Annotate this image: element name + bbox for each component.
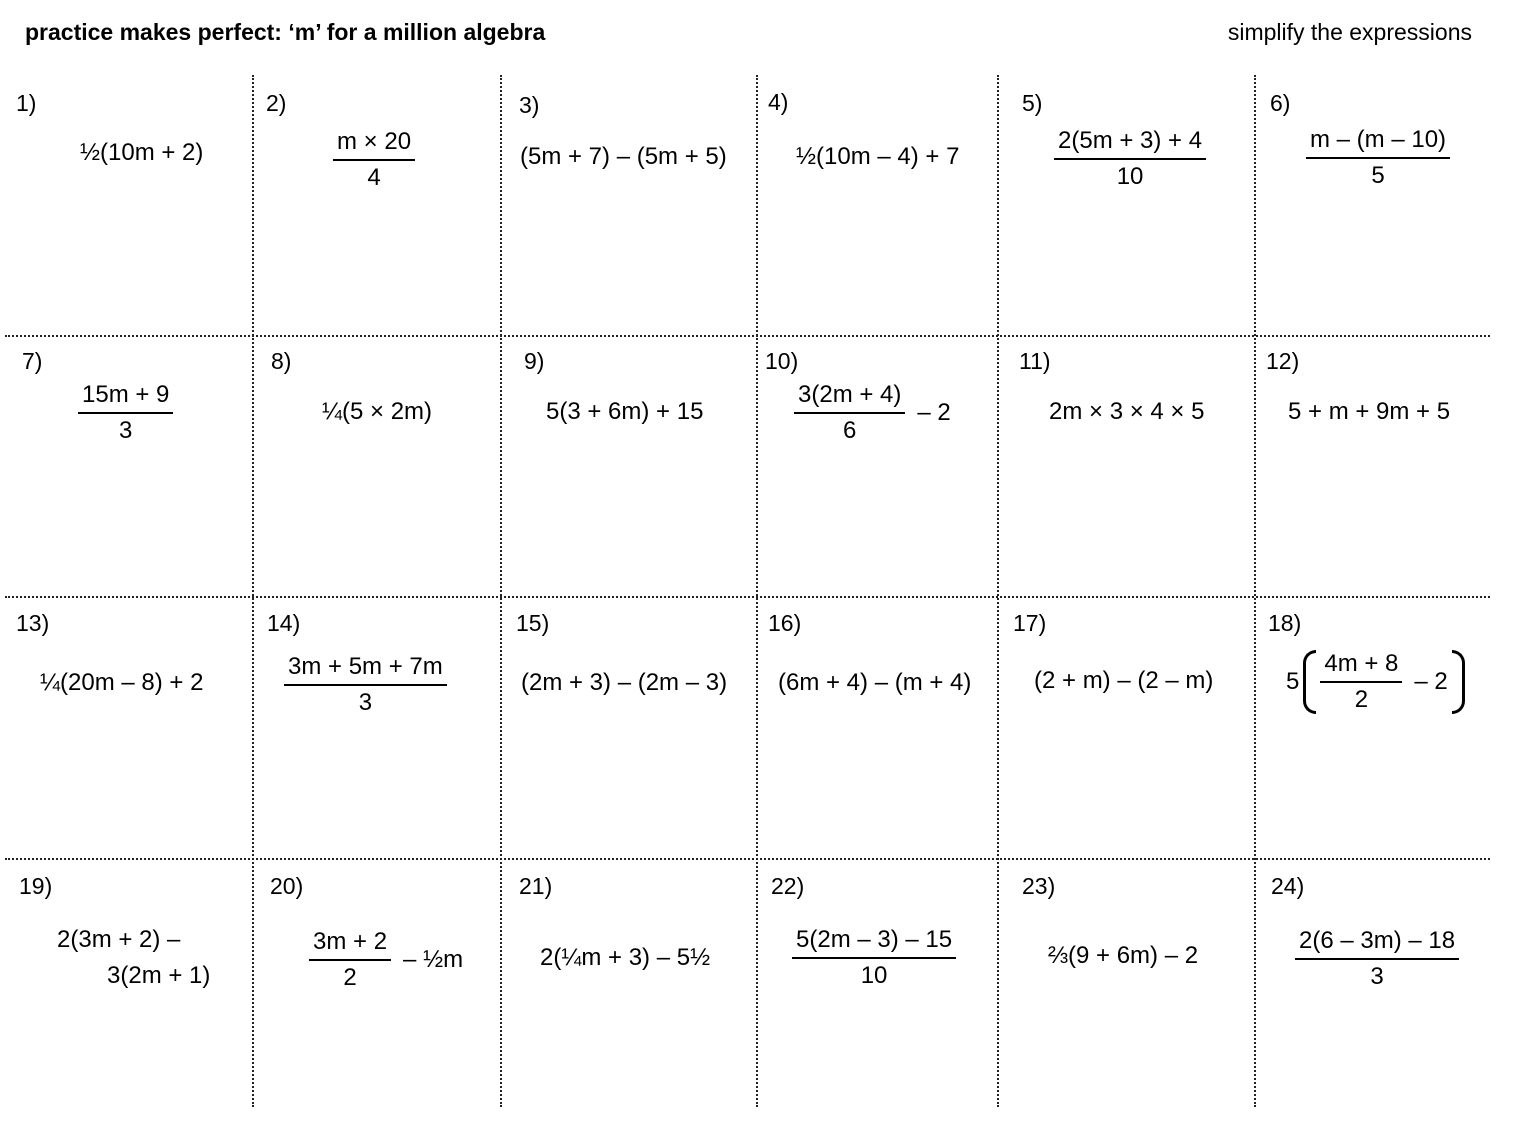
problem-number: 24) [1271,873,1305,899]
fraction [1054,127,1206,191]
problem-number: 14) [267,610,301,636]
grid-divider [997,75,999,1107]
problem-expression [1286,650,1469,714]
problem-expression: ⅔(9 + 6m) – 2 [1048,942,1199,969]
expression-tail: – ½m [403,946,464,973]
denominator: 2 [343,964,357,991]
denominator: 2 [1354,686,1369,713]
problem-expression: ¼(20m – 8) + 2 [40,669,204,696]
problem-number: 10) [765,348,799,374]
numerator: 2(6 – 3m) – 18 [1295,927,1459,960]
problem-expression: ¼(5 × 2m) [322,398,433,425]
problem-expression: 5(3 + 6m) + 15 [546,398,704,425]
problem-expression: (5m + 7) – (5m + 5) [520,143,727,170]
grid-divider [5,596,1490,598]
grid-divider [5,858,1490,860]
problem-number: 9) [524,348,545,374]
numerator: 3m + 2 [309,928,391,961]
expression-tail: – 2 [1414,668,1448,695]
fraction [333,128,415,192]
problem-number: 8) [271,348,292,374]
fraction [1306,126,1450,190]
worksheet-title: practice makes perfect: ‘m’ for a million algebra [25,19,546,45]
problem-expression [1295,927,1459,991]
denominator: 6 [843,417,857,444]
problem-number: 17) [1013,610,1047,636]
grid-divider [5,335,1490,337]
problem-number: 16) [768,610,802,636]
grid-divider [1254,75,1256,1107]
problem-expression [333,128,415,192]
numerator: 3(2m + 4) [794,381,905,414]
problem-expression [284,653,447,717]
fraction [794,381,905,445]
problem-expression [794,381,951,445]
problem-number: 11) [1019,348,1051,374]
problem-expression: (6m + 4) – (m + 4) [778,669,972,696]
denominator: 3 [119,417,133,444]
expression-line-1: 2(3m + 2) – [57,926,181,953]
problem-expression: (2 + m) – (2 – m) [1034,667,1214,694]
problem-number: 3) [519,92,540,118]
fraction [792,926,956,990]
problem-expression: 2m × 3 × 4 × 5 [1049,398,1205,425]
left-parenthesis [1303,650,1316,714]
problem-number: 7) [22,348,43,374]
coefficient: 5 [1286,668,1300,695]
problem-expression [1306,126,1450,190]
denominator: 3 [1370,963,1384,990]
expression-line-2: 3(2m + 1) [107,962,211,989]
expression-tail: – 2 [917,399,951,426]
problem-number: 5) [1022,90,1043,116]
problem-number: 4) [768,89,789,115]
numerator: 2(5m + 3) + 4 [1054,127,1206,160]
problem-number: 23) [1022,873,1056,899]
numerator: 15m + 9 [78,381,173,414]
numerator: 3m + 5m + 7m [284,653,447,686]
grid-divider [252,75,254,1107]
problem-number: 19) [19,873,53,899]
problem-expression: ½(10m – 4) + 7 [796,143,960,170]
problem-expression [57,922,210,994]
problem-number: 15) [516,610,550,636]
problem-number: 13) [16,610,50,636]
right-parenthesis [1452,650,1465,714]
denominator: 3 [358,689,373,716]
grid-divider [756,75,758,1107]
problem-expression [309,928,463,992]
problem-number: 21) [519,873,553,899]
problem-expression [792,926,956,990]
grid-divider [500,75,502,1107]
problem-number: 6) [1270,90,1291,116]
numerator: 5(2m – 3) – 15 [792,926,956,959]
fraction [78,381,173,445]
problem-number: 18) [1268,610,1302,636]
denominator: 10 [1116,163,1144,190]
problem-number: 22) [771,873,805,899]
fraction [1295,927,1459,991]
problem-expression: (2m + 3) – (2m – 3) [521,669,728,696]
problem-number: 1) [16,90,37,116]
fraction [309,928,391,992]
problem-expression [78,381,173,445]
denominator: 5 [1371,162,1385,189]
problem-number: 12) [1266,348,1300,374]
denominator: 4 [367,164,381,191]
problem-expression: ½(10m + 2) [80,139,204,166]
numerator: 4m + 8 [1320,650,1402,683]
problem-number: 2) [266,90,287,116]
fraction [284,653,447,717]
denominator: 10 [860,962,888,989]
numerator: m – (m – 10) [1306,126,1450,159]
fraction [1320,650,1402,714]
worksheet-instructions: simplify the expressions [1227,19,1472,45]
problem-number: 20) [270,873,304,899]
problem-expression [1054,127,1206,191]
problem-expression: 5 + m + 9m + 5 [1288,398,1451,425]
problem-expression: 2(¼m + 3) – 5½ [540,944,711,971]
numerator: m × 20 [333,128,415,161]
